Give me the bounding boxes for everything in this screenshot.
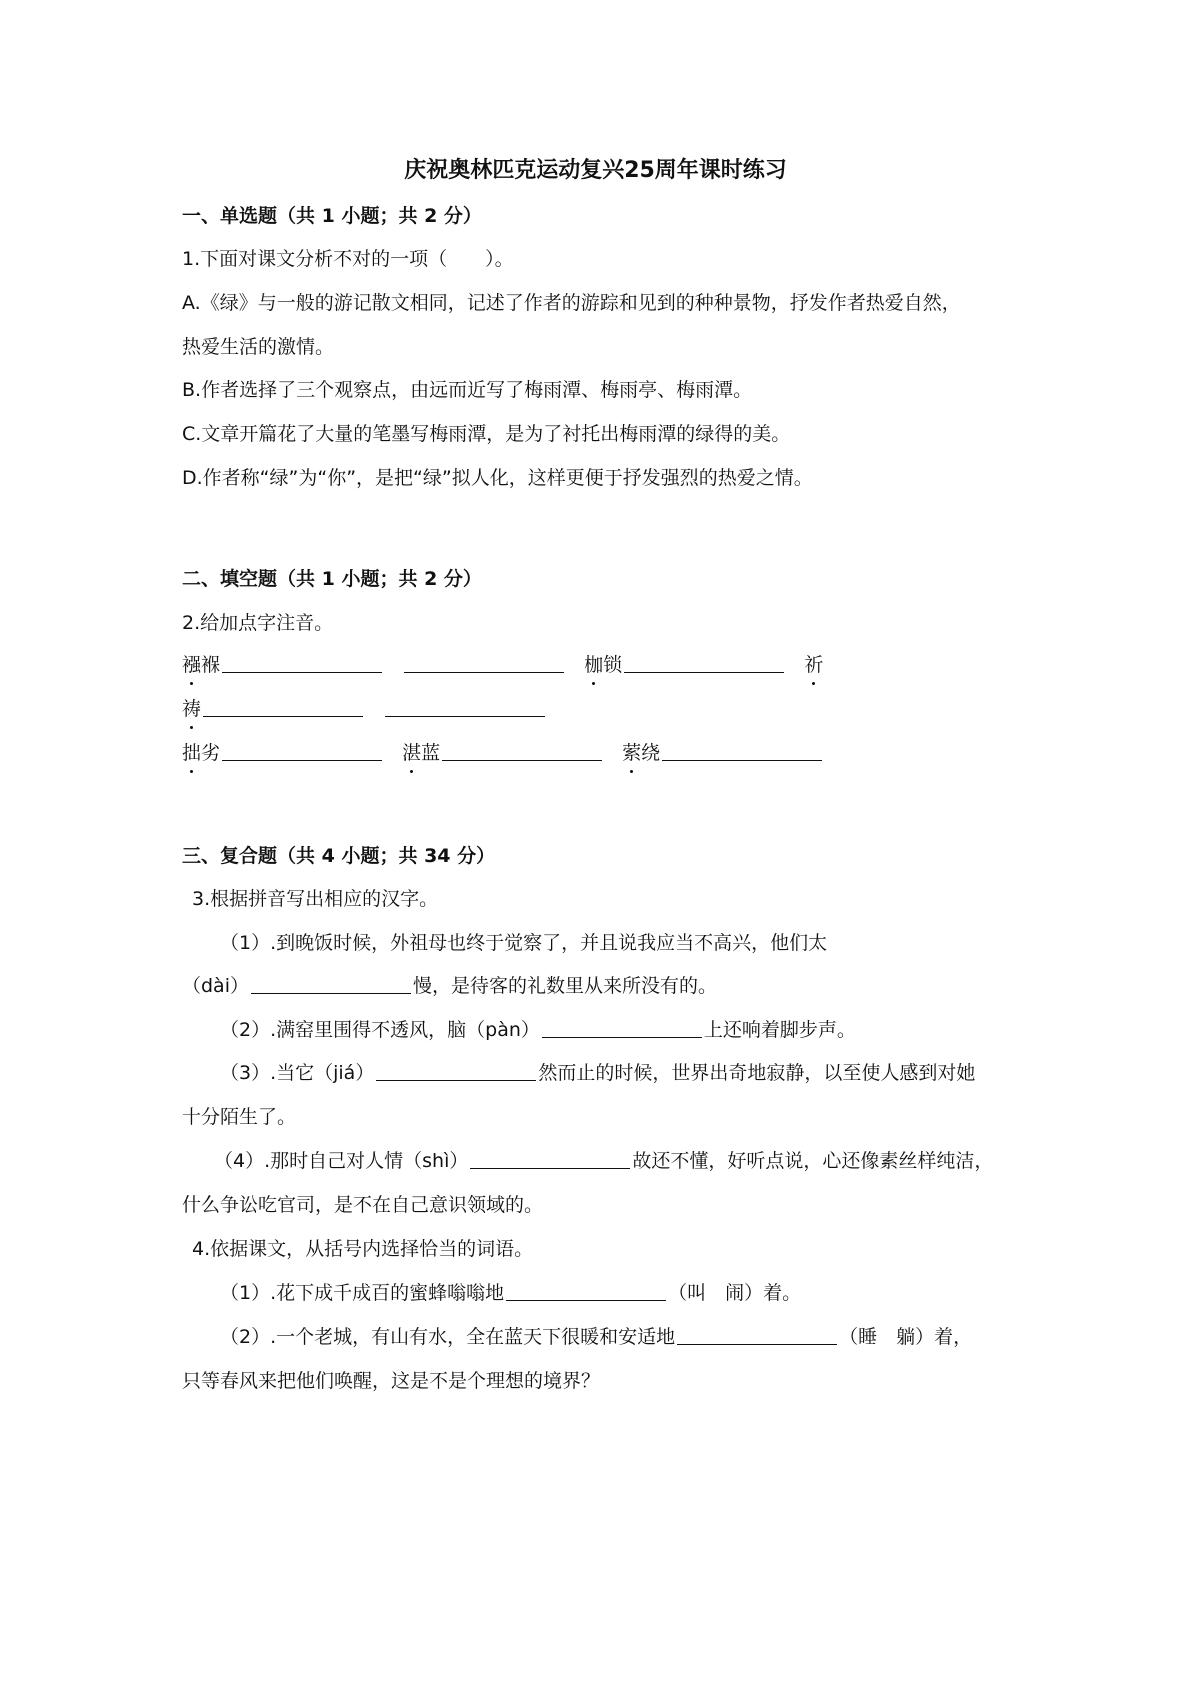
question-3-stem: 3.根据拼音写出相应的汉字。 [192,888,439,910]
dotted-char: 祷 [182,698,202,720]
answer-blank[interactable] [442,740,602,761]
answer-blank[interactable] [222,652,382,673]
answer-blank[interactable] [404,652,564,673]
sentence-text: （4）.那时自己对人情（shì） [214,1150,469,1172]
dotted-char: 湛 [402,742,422,764]
sentence-text: 然而止的时候，世界出奇地寂静，以至使人感到对她 [538,1062,976,1084]
sentence-text: 慢，是待客的礼数里从来所没有的。 [412,975,717,997]
page-title: 庆祝奥林匹克运动复兴25周年课时练习 [404,158,787,183]
answer-blank[interactable] [385,696,545,717]
sentence-text: 故还不懂，好听点说，心还像素丝样纯洁， [632,1150,994,1172]
question-3-sub-1: （1）.到晚饭时候，外祖母也终于觉察了，并且说我应当不高兴，他们太 [220,932,828,954]
pinyin-row-1 [182,652,823,678]
char: 锁 [603,654,623,676]
dotted-char: 枷 [584,654,604,676]
sentence-text: （2）.满窑里围得不透风，脑（pàn） [220,1019,540,1041]
question-2-stem: 2.给加点字注音。 [182,612,334,634]
answer-blank[interactable] [222,740,382,761]
question-3-sub-2 [220,1017,856,1043]
dotted-char: 萦 [622,742,642,764]
answer-blank[interactable] [624,652,784,673]
question-1-option-c: C.文章开篇花了大量的笔墨写梅雨潭，是为了衬托出梅雨潭的绿得的美。 [182,423,791,445]
answer-blank[interactable] [506,1280,666,1301]
sentence-text: （叫 闹）着。 [668,1282,802,1304]
question-4-sub-2-cont: 只等春风来把他们唤醒，这是不是个理想的境界？ [182,1370,601,1392]
answer-blank[interactable] [677,1324,837,1345]
question-1-option-b: B.作者选择了三个观察点，由远而近写了梅雨潭、梅雨亭、梅雨潭。 [182,379,753,401]
section-heading-composite: 三、复合题（共 4 小题；共 34 分） [182,845,496,867]
answer-blank[interactable] [251,973,411,994]
question-1-option-a: A.《绿》与一般的游记散文相同，记述了作者的游踪和见到的种种景物，抒发作者热爱自然， [182,292,961,314]
question-4-sub-1 [220,1280,801,1306]
section-heading-fill-blank: 二、填空题（共 1 小题；共 2 分） [182,568,482,590]
question-3-sub-4 [214,1148,993,1174]
pinyin-row-3 [182,740,824,766]
answer-blank[interactable] [662,740,822,761]
question-1-stem: 1.下面对课文分析不对的一项（ ）。 [182,248,514,270]
answer-blank[interactable] [470,1148,630,1169]
question-3-sub-1-cont [182,973,717,999]
question-1-option-a-cont: 热爱生活的激情。 [182,336,335,358]
char: 绕 [641,742,661,764]
sentence-text: （睡 躺）着， [839,1326,973,1348]
question-3-sub-3-cont: 十分陌生了。 [182,1106,297,1128]
question-4-stem: 4.依据课文，从括号内选择恰当的词语。 [192,1238,534,1260]
sentence-text: （2）.一个老城，有山有水，全在蓝天下很暖和安适地 [220,1326,676,1348]
section-heading-single-choice: 一、单选题（共 1 小题；共 2 分） [182,205,482,227]
char: 劣 [201,742,221,764]
sentence-text: （1）.花下成千成百的蜜蜂嗡嗡地 [220,1282,505,1304]
question-4-sub-2 [220,1324,972,1350]
question-3-sub-3 [220,1060,975,1086]
answer-blank[interactable] [542,1017,702,1038]
sentence-text: （3）.当它（jiá） [220,1062,375,1084]
sentence-text: 上还响着脚步声。 [703,1019,856,1041]
dotted-char: 襁 [182,654,202,676]
answer-blank[interactable] [376,1060,536,1081]
dotted-char: 拙 [182,742,202,764]
char: 褓 [201,654,221,676]
pinyin-row-2 [182,696,547,722]
dotted-char: 祈 [804,654,824,676]
answer-blank[interactable] [203,696,363,717]
char: 蓝 [421,742,441,764]
pinyin-prompt: （dài） [182,975,249,997]
question-1-option-d: D.作者称“绿”为“你”，是把“绿”拟人化，这样更便于抒发强烈的热爱之情。 [182,467,813,489]
question-3-sub-4-cont: 什么争讼吃官司，是不在自己意识领域的。 [182,1194,544,1216]
